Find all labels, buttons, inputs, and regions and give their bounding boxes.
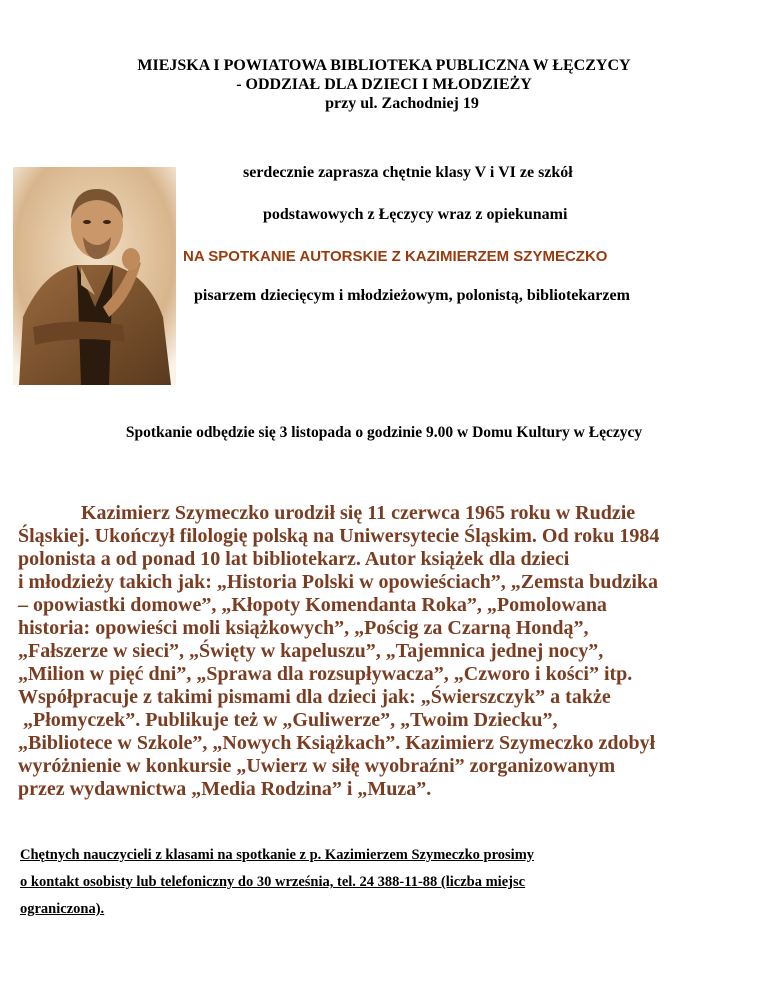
bio-line: Kazimierz Szymeczko urodził się 11 czerwca 1965 roku w Rudzie bbox=[81, 502, 636, 524]
invitation-headline: NA SPOTKANIE AUTORSKIE Z KAZIMIERZEM SZYMECZKO bbox=[183, 248, 608, 265]
bio-line: wyróżnienie w konkursie „Uwierz w siłę wyobraźni” zorganizowanym bbox=[18, 755, 616, 777]
meeting-info: Spotkanie odbędzie się 3 listopada o godzinie 9.00 w Domu Kultury w Łęczycy bbox=[125, 424, 643, 441]
note-line: Chętnych nauczycieli z klasami na spotkanie z p. Kazimierzem Szymeczko prosimy bbox=[20, 847, 535, 863]
header-address: przy ul. Zachodniej 19 bbox=[325, 95, 479, 112]
bio-line: „Fałszerze w sieci”, „Święty w kapeluszu”, „Tajemnica jednej nocy”, bbox=[18, 640, 604, 662]
invitation-line-4: pisarzem dziecięcym i młodzieżowym, polonistą, bibliotekarzem bbox=[194, 287, 630, 304]
header-line-2: - ODDZIAŁ DLA DZIECI I MŁODZIEŻY bbox=[236, 76, 532, 93]
note-line: o kontakt osobisty lub telefoniczny do 30 września, tel. 24 388-11-88 (liczba miejsc bbox=[20, 874, 526, 890]
bio-line: Śląskiej. Ukończył filologię polską na Uniwersytecie Śląskim. Od roku 1984 bbox=[18, 525, 660, 547]
bio-line: Współpracuje z takimi pismami dla dzieci jak: „Świerszczyk” a także bbox=[18, 686, 611, 708]
invitation-line-2: podstawowych z Łęczycy wraz z opiekunami bbox=[263, 206, 568, 223]
bio-line: polonista a od ponad 10 lat bibliotekarz. Autor książek dla dzieci bbox=[18, 548, 570, 570]
library-header bbox=[0, 56, 768, 113]
teacher-note bbox=[20, 842, 750, 923]
header-line-1: MIEJSKA I POWIATOWA BIBLIOTEKA PUBLICZNA W ŁĘCZYCY bbox=[137, 57, 631, 74]
bio-line: przez wydawnictwa „Media Rodzina” i „Muza”. bbox=[18, 778, 432, 800]
bio-line: „Milion w pięć dni”, „Sprawa dla rozsupływacza”, „Czworo i kości” itp. bbox=[18, 663, 633, 685]
bio-line: historia: opowieści moli książkowych”, „Pościg za Czarną Hondą”, bbox=[18, 617, 589, 639]
bio-line: – opowiastki domowe”, „Kłopoty Komendanta Roka”, „Pomolowana bbox=[18, 594, 607, 616]
author-biography bbox=[18, 502, 754, 801]
bio-line: „Bibliotece w Szkole”, „Nowych Książkach”. Kazimierz Szymeczko zdobył bbox=[18, 732, 656, 754]
invitation-line-1: serdecznie zaprasza chętnie klasy V i VI ze szkół bbox=[243, 164, 573, 181]
bio-line: „Płomyczek”. Publikuje też w „Guliwerze”, „Twoim Dziecku”, bbox=[18, 709, 558, 731]
bio-line: i młodzieży takich jak: „Historia Polski w opowieściach”, „Zemsta budzika bbox=[18, 571, 658, 593]
author-photo bbox=[13, 167, 176, 385]
note-line: ograniczona). bbox=[20, 901, 105, 917]
